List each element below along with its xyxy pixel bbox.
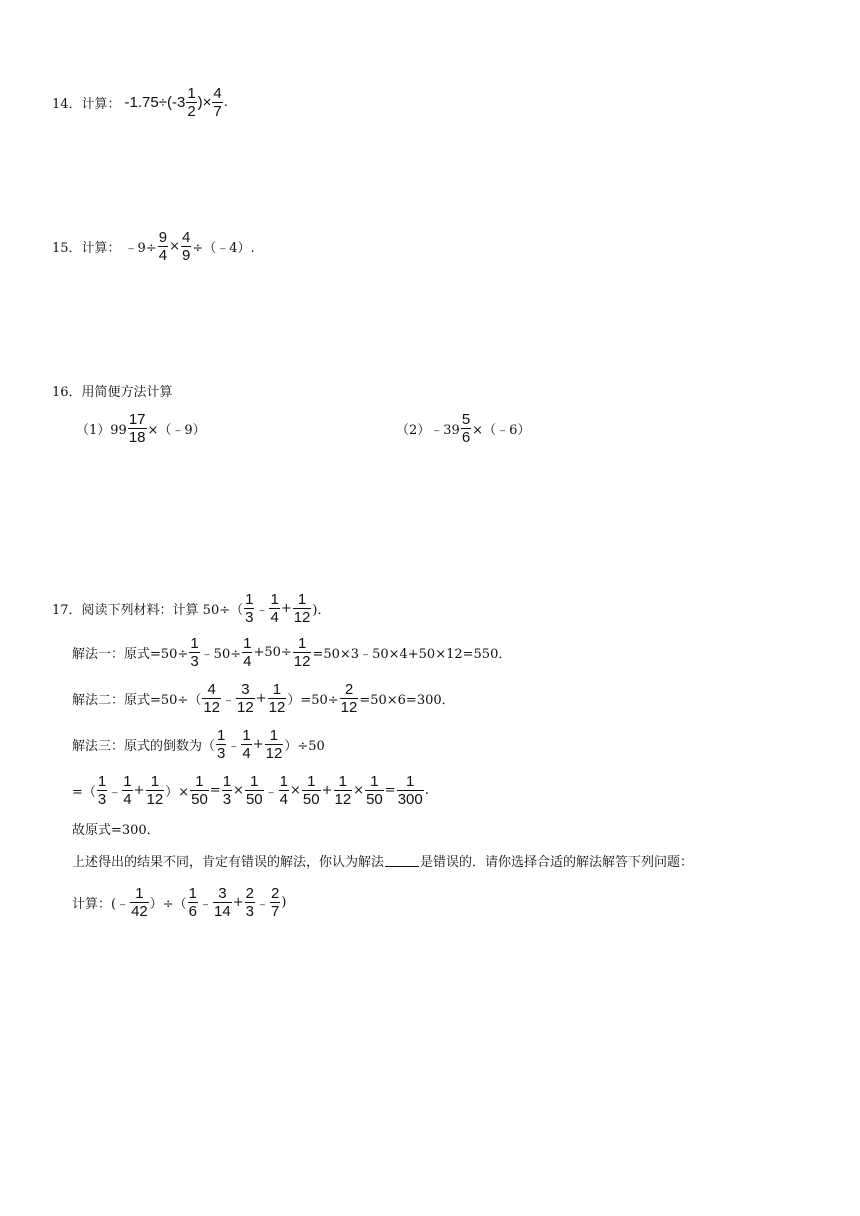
q14-frac: $\frac{4}{7}$	[213, 84, 222, 120]
q15-a: ﹣9÷	[124, 240, 157, 256]
frac-2-3: $\frac{2}{3}$	[245, 884, 254, 920]
frac-4-12: $\frac{4}{12}$	[203, 680, 221, 716]
q17-method1: 解法一：原式=50÷ $\frac{1}{3}$ ﹣50÷ $\frac{1}{4}$ +50÷ $\frac{1}{12}$ =50×3﹣50×4+50×12=550．	[72, 634, 512, 670]
q17-method2: 解法二：原式=50÷（ $\frac{4}{12}$ ﹣ $\frac{3}{12}$ + $\frac{1}{12}$ ）=50÷ $\frac{2}{12}$ =50×6=300．	[72, 680, 455, 716]
frac-1-42: $\frac{1}{42}$	[131, 884, 148, 920]
q15-frac2: $\frac{4}{9}$	[181, 228, 191, 264]
frac-1-3: $\frac{1}{3}$	[222, 772, 232, 808]
q14-expr-a: -1.75÷(-3	[124, 93, 186, 111]
frac-1-12: $\frac{1}{12}$	[293, 590, 311, 626]
frac-1-3: $\frac{1}{3}$	[97, 772, 107, 808]
q16-p2-rest: ×（﹣6）	[472, 422, 531, 438]
frac-1-4: $\frac{1}{4}$	[243, 634, 252, 670]
q17-method3-line2: =（ $\frac{1}{3}$ ﹣ $\frac{1}{4}$ + $\frac{1}{12}$ ）× $\frac{1}{50}$ = $\frac{1}{3}$ × $\frac{1}{50}$ ﹣ $\frac{1}{4}$ × $\frac{1}{50}$ + $\frac{1}{12}$ × $\frac{1}{50}$ = $\frac{1}{300}$ .	[72, 772, 429, 808]
frac-3-12: $\frac{3}{12}$	[237, 680, 254, 716]
frac-3-14: $\frac{3}{14}$	[214, 884, 231, 920]
frac-1-4: $\frac{1}{4}$	[270, 590, 279, 626]
frac-1-12: $\frac{1}{12}$	[146, 772, 164, 808]
frac-1-50: $\frac{1}{50}$	[302, 772, 320, 808]
frac-1-3: $\frac{1}{3}$	[217, 726, 226, 762]
q14-expr-b: )×	[197, 93, 212, 111]
q14-line	[52, 80, 228, 124]
q14-end: .	[223, 94, 228, 110]
frac-2-12: $\frac{2}{12}$	[340, 680, 358, 716]
frac-1-6: $\frac{1}{6}$	[188, 884, 198, 920]
frac-1-50: $\frac{1}{50}$	[191, 772, 208, 808]
q14-label: 14．计算：	[52, 96, 121, 112]
q17-intro: 17．阅读下列材料：计算 50÷（ $\frac{1}{3}$ ﹣ $\frac{1}{4}$ + $\frac{1}{12}$ )．	[52, 590, 331, 626]
q16-part1	[76, 406, 206, 450]
q17-conclusion: 故原式=300．	[72, 822, 160, 838]
q15-frac1: $\frac{9}{4}$	[158, 228, 168, 264]
q15-label: 15．计算：	[52, 240, 121, 256]
frac-1-300: $\frac{1}{300}$	[397, 772, 423, 808]
answer-blank[interactable]	[385, 854, 419, 867]
frac-1-12: $\frac{1}{12}$	[334, 772, 352, 808]
q15-c: ÷（﹣4）.	[192, 240, 255, 256]
frac-1-4: $\frac{1}{4}$	[279, 772, 288, 808]
q16-title: 16．用简便方法计算	[52, 384, 173, 400]
frac-1-4: $\frac{1}{4}$	[242, 726, 251, 762]
frac-1-50: $\frac{1}{50}$	[245, 772, 263, 808]
q16-p2-frac: $\frac{5}{6}$	[461, 410, 471, 446]
q16-p1-label: （1）99	[76, 422, 127, 438]
frac-1-12: $\frac{1}{12}$	[265, 726, 283, 762]
frac-1-12: $\frac{1}{12}$	[268, 680, 286, 716]
frac-1-12: $\frac{1}{12}$	[293, 634, 311, 670]
frac-1-3: $\frac{1}{3}$	[190, 634, 199, 670]
q17-calc: 计算：(﹣ $\frac{1}{42}$ ）÷（ $\frac{1}{6}$ ﹣ $\frac{3}{14}$ + $\frac{2}{3}$ ﹣ $\frac{2}{7}$ )	[72, 884, 287, 920]
frac-1-3: $\frac{1}{3}$	[245, 590, 254, 626]
q17-method3: 解法三：原式的倒数为（ $\frac{1}{3}$ ﹣ $\frac{1}{4}$ + $\frac{1}{12}$ ）÷50	[72, 726, 325, 762]
frac-1-4: $\frac{1}{4}$	[123, 772, 132, 808]
frac-2-7: $\frac{2}{7}$	[270, 884, 280, 920]
q14-mixed-frac: $\frac{1}{2}$	[187, 84, 196, 120]
q17-question: 上述得出的结果不同，肯定有错误的解法，你认为解法 是错误的．请你选择合适的解法解答下列问题：	[72, 854, 694, 870]
q16-part2	[396, 406, 530, 450]
q16-p1-frac: $\frac{17}{18}$	[128, 410, 146, 446]
frac-1-50: $\frac{1}{50}$	[366, 772, 383, 808]
q15-b: ×	[169, 238, 180, 254]
q16-p2-label: （2）﹣39	[396, 422, 460, 438]
q15-line	[52, 224, 255, 268]
q16-p1-rest: ×（﹣9）	[147, 422, 206, 438]
